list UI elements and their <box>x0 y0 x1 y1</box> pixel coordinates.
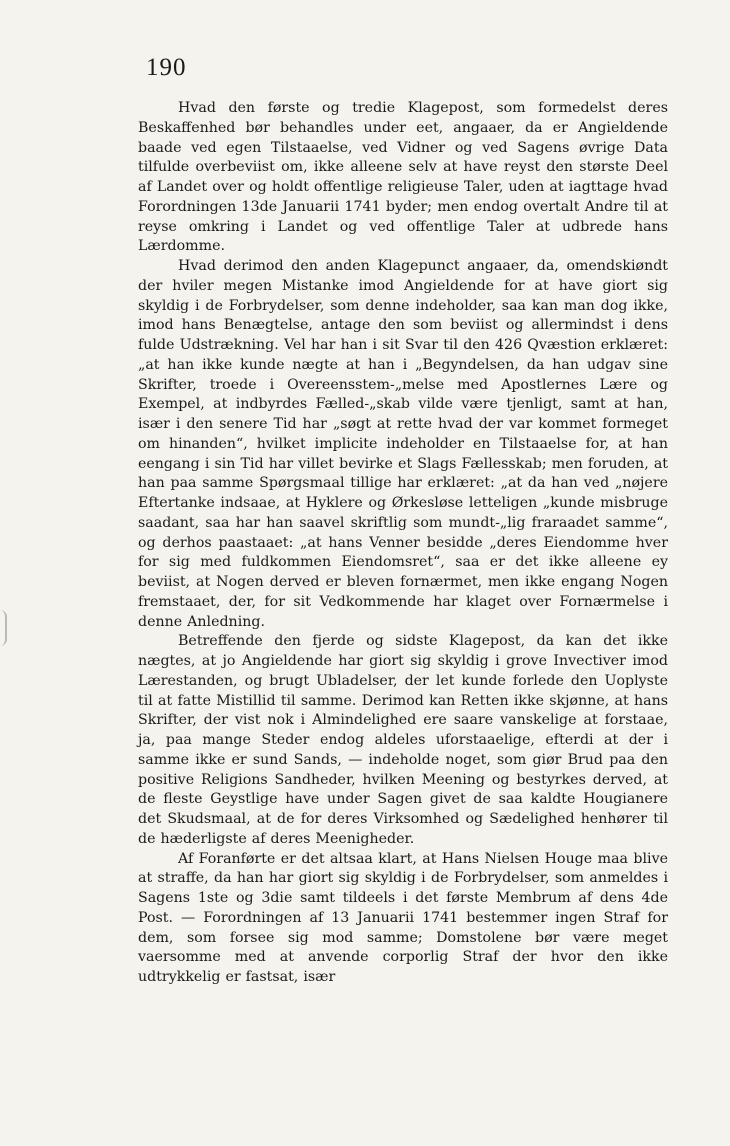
paragraph-3: Betreffende den fjerde og sidste Klagepost, da kan det ikke nægtes, at jo Angieldende har giort sig skyldig i grove Invectiver imod Lærestanden, og brugt Ubladelser, der let kunde forlede den Uoplyste til at fatte Mistillid til samme. Derimod kan Retten ikke skjønne, at hans Skrifter, der vist nok i Almindelighed ere saare vanskelige at forstaae, ja, paa mange Steder endog aldeles uforstaaelige, efterdi at der i samme ikke er sund Sands, — indeholde noget, som giør Brud paa den positive Religions Sandheder, hvilken Meening og bestyrkes derved, at de fleste Geystlige have under Sagen givet de saa kaldte Hougianere det Skudsmaal, at de for deres Virksomhed og Sædelighed henhører til de hæderligste af deres Meenigheder. <box>138 633 668 847</box>
paragraph-1: Hvad den første og tredie Klagepost, som formedelst deres Beskaffenhed bør behandles under eet, angaaer, da er Angieldende baade ved egen Tilstaaelse, ved Vidner og ved Sagens øvrige Data tilfulde overbeviist om, ikke alleene selv at have reyst den største Deel af Landet over og holdt offentlige religieuse Taler, uden at iagttage hvad Forordningen 13de Januarii 1741 byder; men endog overtalt Andre til at reyse omkring i Landet og ved offentlige Taler at udbrede hans Lærdomme. <box>138 100 668 255</box>
page-edge-mark <box>0 610 7 646</box>
paragraph-4: Af Foranførte er det altsaa klart, at Hans Nielsen Houge maa blive at straffe, da han har giort sig skyldig i de Forbrydelser, som anmeldes i Sagens 1ste og 3die samt tildeels i det første Membrum af dens 4de Post. — Forordningen af 13 Januarii 1741 bestemmer ingen Straf for dem, som forsee sig mod samme; Domstolene bør være meget vaersomme med at anvende corporlig Straf der hvor den ikke udtrykkelig er fastsat, især <box>138 850 668 985</box>
page-number: 190 <box>146 54 187 81</box>
body-text <box>138 99 668 988</box>
paragraph-2: Hvad derimod den anden Klagepunct angaaer, da, omendskiøndt der hviler megen Mistanke imod Angieldende for at have giort sig skyldig i de Forbrydelser, som denne indeholder, saa kan man dog ikke, imod hans Benægtelse, antage den som beviist og allermindst i dens fulde Udstrækning. Vel har han i sit Svar til den 426 Qvæstion erklæret: „at han ikke kunde nægte at han i „Begyndelsen, da han udgav sine Skrifter, troede i Overeensstem-„melse med Apostlernes Lære og Exempel, at indbyrdes Fælled-„skab vilde være tjenligt, samt at han, især i den senere Tid har „søgt at rette hvad der var kommet formeget om hinanden“, hvilket implicite indeholder en Tilstaaelse for, at han eengang i sin Tid har villet bevirke et Slags Fællesskab; men foruden, at han paa samme Spørgsmaal tillige har erklæret: „at da han ved „nøjere Eftertanke indsaae, at Hyklere og Ørkesløse letteligen „kunde misbruge saadant, saa har han saavel skriftlig som mundt-„lig fraraadet samme“, og derhos paastaaet: „at hans Venner besidde „deres Eiendomme hver for sig med fuldkommen Eiendomsret“, saa er det ikke alleene ey beviist, at Nogen derved er bleven fornærmet, men ikke engang Nogen fremstaaet, der, for sit Vedkommende har klaget over Fornærmelse i denne Anledning. <box>138 258 668 630</box>
